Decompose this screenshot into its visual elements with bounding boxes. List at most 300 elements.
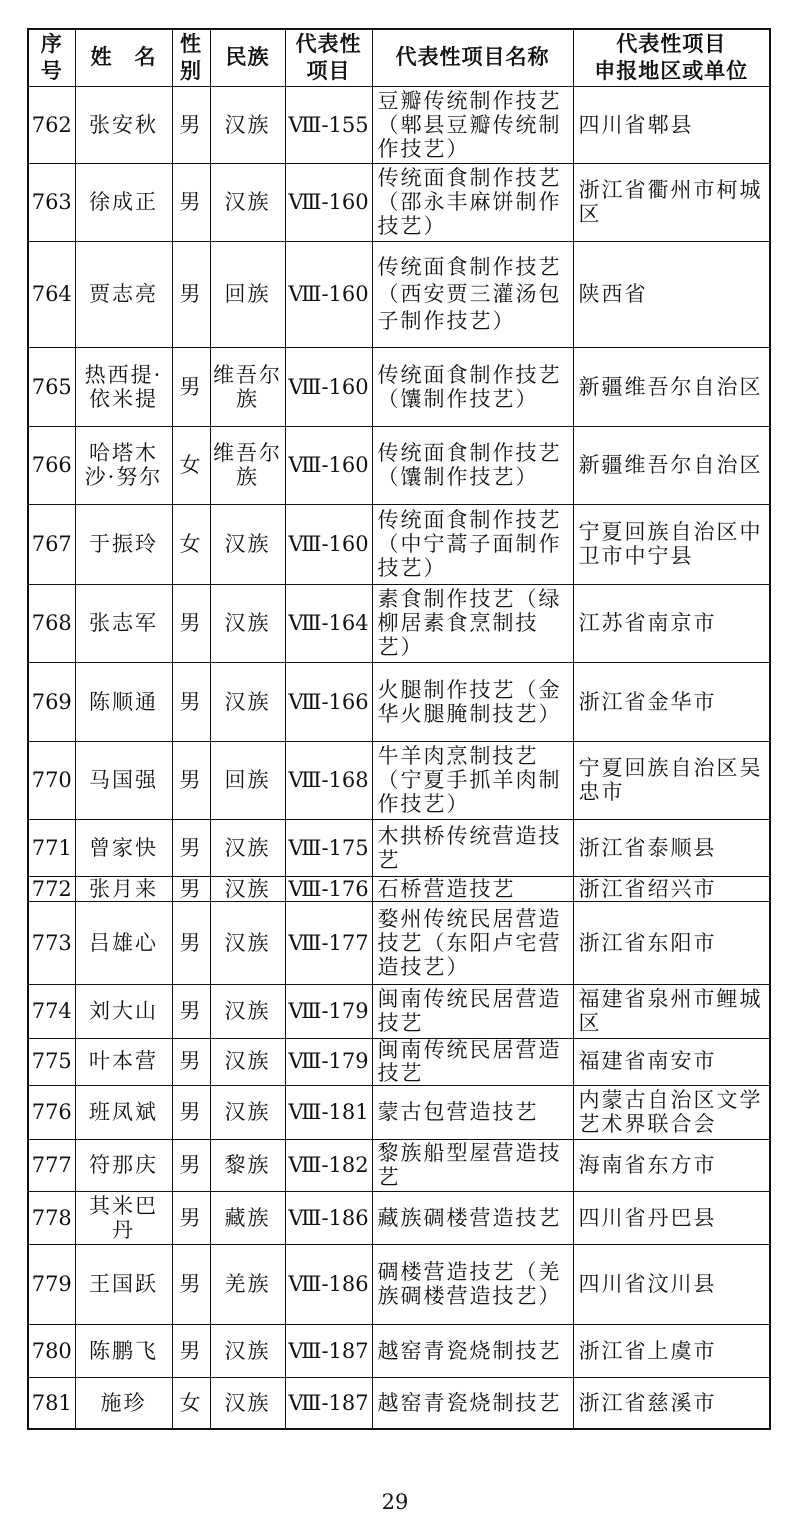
cell-item-name-text: 火腿制作技艺（金 <box>377 677 562 702</box>
cell-region <box>573 662 770 741</box>
header-serial-number <box>28 29 75 86</box>
header-region-text: 代表性项目 <box>616 31 727 56</box>
cell-item-name <box>372 1244 573 1324</box>
cell-name-text: 贾志亮 <box>89 281 158 306</box>
cell-gender-text: 男 <box>179 999 203 1023</box>
cell-item-name <box>372 1191 573 1244</box>
cell-gender-text: 男 <box>179 190 203 214</box>
table-row <box>28 741 770 819</box>
cell-gender-text: 女 <box>179 532 203 556</box>
cell-gender <box>172 876 210 901</box>
cell-ethnicity-text: 回族 <box>224 281 271 306</box>
cell-region <box>573 741 770 819</box>
table-row <box>28 163 770 241</box>
cell-item-name-text: 技艺） <box>377 214 447 238</box>
header-region-text: 申报地区或单位 <box>594 58 749 83</box>
table-row <box>28 1139 770 1191</box>
cell-ethnicity-text: 汉族 <box>224 689 271 714</box>
cell-gender-text: 女 <box>179 1390 203 1415</box>
cell-serial-number-text: 774 <box>31 999 72 1023</box>
cell-item-name <box>372 1139 573 1191</box>
cell-serial-number <box>28 1085 75 1139</box>
cell-region-text: 江苏省南京市 <box>578 611 717 635</box>
header-name <box>75 29 172 86</box>
cell-item-name <box>372 426 573 504</box>
cell-item-code-text: Ⅷ-160 <box>288 374 369 399</box>
cell-region-text: 艺术界联合会 <box>578 1112 717 1136</box>
cell-name <box>75 347 172 426</box>
cell-item-code <box>285 1244 372 1324</box>
cell-item-code <box>285 241 372 347</box>
cell-item-name-text: 碉楼营造技艺（羌 <box>377 1260 562 1284</box>
cell-name-text: 符那庆 <box>89 1153 158 1177</box>
cell-serial-number-text: 762 <box>31 112 72 137</box>
cell-item-code <box>285 584 372 662</box>
cell-name <box>75 163 172 241</box>
cell-gender-text: 男 <box>179 876 203 901</box>
table-row <box>28 901 770 984</box>
cell-region-text: 卫市中宁县 <box>578 544 694 568</box>
cell-name <box>75 1191 172 1244</box>
cell-name <box>75 584 172 662</box>
cell-gender <box>172 1244 210 1324</box>
cell-name <box>75 1085 172 1139</box>
cell-item-code-text: Ⅷ-160 <box>288 190 369 214</box>
cell-name-text: 吕雄心 <box>89 930 158 955</box>
cell-item-code <box>285 1324 372 1377</box>
header-serial-number-text: 号 <box>40 58 63 83</box>
cell-name <box>75 426 172 504</box>
cell-ethnicity <box>210 163 285 241</box>
cell-gender-text: 男 <box>179 1100 203 1124</box>
cell-serial-number-text: 766 <box>31 453 72 477</box>
cell-item-code-text: Ⅷ-186 <box>288 1205 369 1230</box>
cell-region-text: 四川省汶川县 <box>578 1272 717 1296</box>
cell-serial-number <box>28 1324 75 1377</box>
cell-item-code-text: Ⅷ-160 <box>288 532 369 556</box>
cell-serial-number-text: 779 <box>31 1272 72 1296</box>
cell-ethnicity-text: 汉族 <box>224 999 271 1023</box>
cell-ethnicity <box>210 347 285 426</box>
cell-serial-number-text: 767 <box>31 532 72 556</box>
cell-ethnicity-text: 维吾尔 <box>213 441 282 465</box>
cell-ethnicity <box>210 876 285 901</box>
cell-region-text: 陕西省 <box>578 281 648 306</box>
cell-gender <box>172 504 210 584</box>
cell-gender-text: 男 <box>179 835 203 860</box>
cell-gender <box>172 984 210 1038</box>
cell-gender <box>172 1377 210 1429</box>
cell-serial-number <box>28 876 75 901</box>
cell-region-text: 浙江省绍兴市 <box>578 876 717 901</box>
cell-serial-number <box>28 347 75 426</box>
table-row <box>28 347 770 426</box>
table-header-row <box>28 29 770 86</box>
cell-gender-text: 男 <box>179 281 203 306</box>
cell-item-name-text: 传统面食制作技艺 <box>377 441 562 465</box>
cell-serial-number-text: 778 <box>31 1205 72 1230</box>
table-header <box>28 29 770 86</box>
cell-name <box>75 1244 172 1324</box>
cell-region <box>573 819 770 876</box>
cell-name <box>75 984 172 1038</box>
cell-region-text: 浙江省衢州市柯城 <box>578 178 763 202</box>
cell-gender-text: 男 <box>179 611 203 635</box>
cell-region <box>573 876 770 901</box>
cell-item-code-text: Ⅷ-166 <box>288 689 369 714</box>
cell-item-name <box>372 1038 573 1085</box>
cell-item-name <box>372 876 573 901</box>
cell-region-text: 浙江省上虞市 <box>578 1338 717 1363</box>
cell-serial-number-text: 765 <box>31 374 72 399</box>
cell-name <box>75 662 172 741</box>
cell-serial-number-text: 771 <box>31 835 72 860</box>
cell-item-code-text: Ⅷ-164 <box>288 611 369 635</box>
cell-serial-number <box>28 819 75 876</box>
cell-item-name-text: （宁夏手抓羊肉制 <box>377 768 562 792</box>
cell-region <box>573 584 770 662</box>
cell-item-name-text: （中宁蒿子面制作 <box>377 532 562 556</box>
cell-serial-number <box>28 426 75 504</box>
table-row <box>28 984 770 1038</box>
cell-item-name <box>372 347 573 426</box>
cell-serial-number <box>28 86 75 163</box>
cell-serial-number <box>28 163 75 241</box>
cell-ethnicity-text: 汉族 <box>224 532 271 556</box>
cell-name-text: 张安秋 <box>89 112 158 137</box>
cell-item-name <box>372 163 573 241</box>
cell-item-name-text: 传统面食制作技艺 <box>377 508 562 532</box>
table-row <box>28 584 770 662</box>
cell-item-name-text: 作技艺） <box>377 792 470 816</box>
cell-ethnicity <box>210 1377 285 1429</box>
cell-item-name <box>372 1324 573 1377</box>
cell-region <box>573 241 770 347</box>
cell-name-text: 张志军 <box>89 611 158 635</box>
cell-item-name-text: 闽南传统民居营造 <box>377 1038 562 1062</box>
table-body <box>28 86 770 1429</box>
cell-name <box>75 241 172 347</box>
cell-serial-number <box>28 901 75 984</box>
cell-item-name <box>372 1085 573 1139</box>
cell-item-code <box>285 1038 372 1085</box>
cell-region-text: 福建省泉州市鲤城 <box>578 987 763 1011</box>
cell-region <box>573 163 770 241</box>
cell-item-name-text: 技艺） <box>377 556 447 580</box>
cell-item-code-text: Ⅷ-179 <box>288 999 369 1023</box>
cell-item-name-text: 越窑青瓷烧制技艺 <box>377 1390 562 1415</box>
cell-name-text: 张月来 <box>89 876 158 901</box>
cell-gender <box>172 819 210 876</box>
cell-ethnicity <box>210 504 285 584</box>
cell-gender <box>172 584 210 662</box>
cell-serial-number <box>28 1244 75 1324</box>
cell-gender-text: 男 <box>179 930 203 955</box>
cell-name-text: 班凤斌 <box>89 1100 158 1124</box>
cell-item-name-text: 黎族船型屋营造技 <box>377 1141 562 1165</box>
cell-item-code <box>285 1085 372 1139</box>
cell-name <box>75 1324 172 1377</box>
table-row <box>28 876 770 901</box>
cell-name-text: 于振玲 <box>89 532 158 556</box>
cell-gender <box>172 1191 210 1244</box>
cell-region-text: 区 <box>578 202 602 226</box>
cell-item-code <box>285 426 372 504</box>
cell-gender <box>172 347 210 426</box>
cell-name <box>75 504 172 584</box>
cell-serial-number <box>28 241 75 347</box>
cell-gender-text: 男 <box>179 768 203 792</box>
cell-name-text: 曾家快 <box>89 835 158 860</box>
cell-item-name-text: 素食制作技艺（绿 <box>377 587 562 611</box>
cell-item-code-text: Ⅷ-155 <box>288 112 369 137</box>
cell-ethnicity <box>210 1085 285 1139</box>
cell-item-name-text: （邵永丰麻饼制作 <box>377 190 562 214</box>
cell-item-name-text: 艺 <box>377 847 401 872</box>
header-item-code <box>285 29 372 86</box>
cell-item-name-text: （馕制作技艺） <box>377 386 539 411</box>
cell-item-code-text: Ⅷ-182 <box>288 1153 369 1177</box>
cell-item-code <box>285 901 372 984</box>
header-gender-text: 别 <box>180 58 202 83</box>
cell-serial-number <box>28 1377 75 1429</box>
cell-serial-number <box>28 584 75 662</box>
cell-serial-number-text: 764 <box>31 281 72 306</box>
cell-item-code <box>285 1191 372 1244</box>
cell-item-name-text: 传统面食制作技艺 <box>377 254 562 279</box>
cell-name-text: 徐成正 <box>89 190 158 214</box>
cell-gender <box>172 1324 210 1377</box>
cell-item-name-text: 子制作技艺） <box>377 308 516 333</box>
table-row <box>28 1191 770 1244</box>
table-row <box>28 1324 770 1377</box>
cell-serial-number-text: 770 <box>31 768 72 792</box>
header-name-text: 姓 名 <box>90 45 157 70</box>
header-serial-number-text: 序 <box>40 31 63 56</box>
cell-region <box>573 984 770 1038</box>
cell-ethnicity <box>210 1038 285 1085</box>
cell-region <box>573 901 770 984</box>
cell-name <box>75 901 172 984</box>
cell-item-code <box>285 504 372 584</box>
table-row <box>28 662 770 741</box>
cell-ethnicity-text: 汉族 <box>224 1049 271 1073</box>
cell-serial-number <box>28 504 75 584</box>
cell-gender <box>172 86 210 163</box>
cell-name <box>75 876 172 901</box>
cell-name <box>75 1377 172 1429</box>
header-gender-text: 性 <box>180 31 202 56</box>
cell-ethnicity-text: 族 <box>236 465 259 489</box>
cell-gender <box>172 241 210 347</box>
cell-region <box>573 1377 770 1429</box>
cell-region-text: 新疆维吾尔自治区 <box>578 374 763 399</box>
cell-ethnicity <box>210 741 285 819</box>
cell-region <box>573 347 770 426</box>
cell-name <box>75 1038 172 1085</box>
cell-ethnicity <box>210 1244 285 1324</box>
cell-item-code <box>285 1377 372 1429</box>
cell-gender-text: 男 <box>179 1338 203 1363</box>
cell-name <box>75 86 172 163</box>
cell-serial-number <box>28 1139 75 1191</box>
cell-item-name-text: （馕制作技艺） <box>377 465 539 489</box>
cell-name <box>75 741 172 819</box>
cell-item-name <box>372 241 573 347</box>
cell-ethnicity <box>210 819 285 876</box>
cell-gender <box>172 163 210 241</box>
cell-name <box>75 1139 172 1191</box>
cell-item-code <box>285 347 372 426</box>
cell-serial-number-text: 776 <box>31 1100 72 1124</box>
cell-item-name-text: 作技艺） <box>377 136 470 161</box>
cell-ethnicity <box>210 1191 285 1244</box>
cell-name-text: 陈顺通 <box>89 689 158 714</box>
cell-name <box>75 819 172 876</box>
cell-item-name-text: 族碉楼营造技艺） <box>377 1284 562 1308</box>
cell-region <box>573 1139 770 1191</box>
cell-region-text: 新疆维吾尔自治区 <box>578 453 763 477</box>
cell-item-name-text: 藏族碉楼营造技艺 <box>377 1205 562 1230</box>
cell-name-text: 丹 <box>112 1217 135 1242</box>
cell-serial-number <box>28 1191 75 1244</box>
cell-name-text: 陈鹏飞 <box>89 1338 158 1363</box>
cell-name-text: 王国跃 <box>89 1272 158 1296</box>
cell-item-name-text: 传统面食制作技艺 <box>377 362 562 387</box>
cell-serial-number-text: 768 <box>31 611 72 635</box>
cell-serial-number-text: 781 <box>31 1390 72 1415</box>
cell-ethnicity-text: 汉族 <box>224 876 271 901</box>
cell-item-code-text: Ⅷ-181 <box>288 1100 369 1124</box>
cell-serial-number-text: 775 <box>31 1049 72 1073</box>
cell-item-code-text: Ⅷ-160 <box>288 453 369 477</box>
cell-region-text: 忠市 <box>578 780 625 804</box>
table-row <box>28 1244 770 1324</box>
cell-gender <box>172 426 210 504</box>
cell-item-code <box>285 86 372 163</box>
page-number: 29 <box>381 1490 409 1514</box>
cell-region-text: 宁夏回族自治区吴 <box>578 756 763 780</box>
cell-region <box>573 1085 770 1139</box>
cell-serial-number-text: 780 <box>31 1338 72 1363</box>
cell-item-name <box>372 984 573 1038</box>
cell-ethnicity-text: 回族 <box>224 768 271 792</box>
cell-ethnicity-text: 汉族 <box>224 1338 271 1363</box>
cell-item-name <box>372 584 573 662</box>
cell-name-text: 马国强 <box>89 768 158 792</box>
cell-serial-number-text: 777 <box>31 1153 72 1177</box>
cell-item-code <box>285 662 372 741</box>
table-row <box>28 819 770 876</box>
cell-serial-number-text: 772 <box>31 876 72 901</box>
cell-ethnicity-text: 族 <box>236 386 259 411</box>
cell-ethnicity-text: 藏族 <box>224 1205 271 1230</box>
cell-item-name <box>372 741 573 819</box>
cell-item-name-text: 技艺 <box>377 1060 424 1085</box>
cell-ethnicity <box>210 1139 285 1191</box>
cell-item-code-text: Ⅷ-176 <box>288 876 369 901</box>
cell-item-name-text: 越窑青瓷烧制技艺 <box>377 1338 562 1363</box>
cell-item-code-text: Ⅷ-187 <box>288 1338 369 1363</box>
cell-region-text: 浙江省东阳市 <box>578 930 717 955</box>
cell-item-name-text: （西安贾三灌汤包 <box>377 281 562 306</box>
cell-item-code-text: Ⅷ-179 <box>288 1049 369 1073</box>
cell-item-code-text: Ⅷ-177 <box>288 930 369 955</box>
header-ethnicity <box>210 29 285 86</box>
cell-gender <box>172 1139 210 1191</box>
cell-item-name-text: 石桥营造技艺 <box>377 876 516 901</box>
cell-serial-number-text: 773 <box>31 930 72 955</box>
cell-region-text: 宁夏回族自治区中 <box>578 520 763 544</box>
cell-gender-text: 男 <box>179 374 203 399</box>
header-region <box>573 29 770 86</box>
cell-item-name <box>372 819 573 876</box>
cell-serial-number <box>28 741 75 819</box>
cell-gender-text: 男 <box>179 1153 203 1177</box>
cell-region-text: 浙江省泰顺县 <box>578 835 717 860</box>
cell-ethnicity <box>210 241 285 347</box>
cell-item-name-text: 华火腿腌制技艺） <box>377 701 562 726</box>
cell-serial-number <box>28 984 75 1038</box>
cell-region <box>573 1324 770 1377</box>
cell-item-name-text: 闽南传统民居营造 <box>377 987 562 1011</box>
cell-item-name-text: 技艺（东阳卢宅营 <box>377 930 562 955</box>
cell-gender-text: 男 <box>179 1272 203 1296</box>
cell-gender <box>172 901 210 984</box>
cell-gender-text: 男 <box>179 1205 203 1230</box>
cell-ethnicity-text: 汉族 <box>224 611 271 635</box>
cell-ethnicity <box>210 901 285 984</box>
cell-ethnicity-text: 黎族 <box>224 1153 271 1177</box>
cell-region-text: 四川省郫县 <box>578 112 694 137</box>
cell-ethnicity-text: 汉族 <box>224 112 271 137</box>
cell-item-code <box>285 876 372 901</box>
header-gender <box>172 29 210 86</box>
table-row <box>28 426 770 504</box>
cell-item-name-text: 技艺 <box>377 1011 424 1035</box>
table-row <box>28 1038 770 1085</box>
cell-ethnicity <box>210 426 285 504</box>
header-item-name <box>372 29 573 86</box>
table-row <box>28 86 770 163</box>
cell-name-text: 依米提 <box>89 386 158 411</box>
cell-gender <box>172 1038 210 1085</box>
cell-item-name <box>372 901 573 984</box>
cell-item-code-text: Ⅷ-160 <box>288 281 369 306</box>
cell-item-name-text: 豆瓣传统制作技艺 <box>377 88 562 113</box>
cell-region-text: 海南省东方市 <box>578 1153 717 1177</box>
cell-name-text: 施珍 <box>100 1390 147 1415</box>
cell-region <box>573 1244 770 1324</box>
cell-ethnicity <box>210 584 285 662</box>
cell-region-text: 区 <box>578 1011 602 1035</box>
cell-gender-text: 男 <box>179 689 203 714</box>
cell-region <box>573 426 770 504</box>
cell-item-name <box>372 662 573 741</box>
cell-item-name <box>372 1377 573 1429</box>
cell-region-text: 浙江省慈溪市 <box>578 1390 717 1415</box>
table-row <box>28 1085 770 1139</box>
table-row <box>28 241 770 347</box>
cell-item-code-text: Ⅷ-187 <box>288 1390 369 1415</box>
cell-region-text: 浙江省金华市 <box>578 689 717 714</box>
cell-item-code <box>285 1139 372 1191</box>
cell-name-text: 哈塔木 <box>89 441 158 465</box>
cell-ethnicity-text: 汉族 <box>224 1390 271 1415</box>
cell-item-name-text: 婺州传统民居营造 <box>377 906 562 931</box>
cell-item-name-text: 蒙古包营造技艺 <box>377 1100 539 1124</box>
cell-name-text: 刘大山 <box>89 999 158 1023</box>
